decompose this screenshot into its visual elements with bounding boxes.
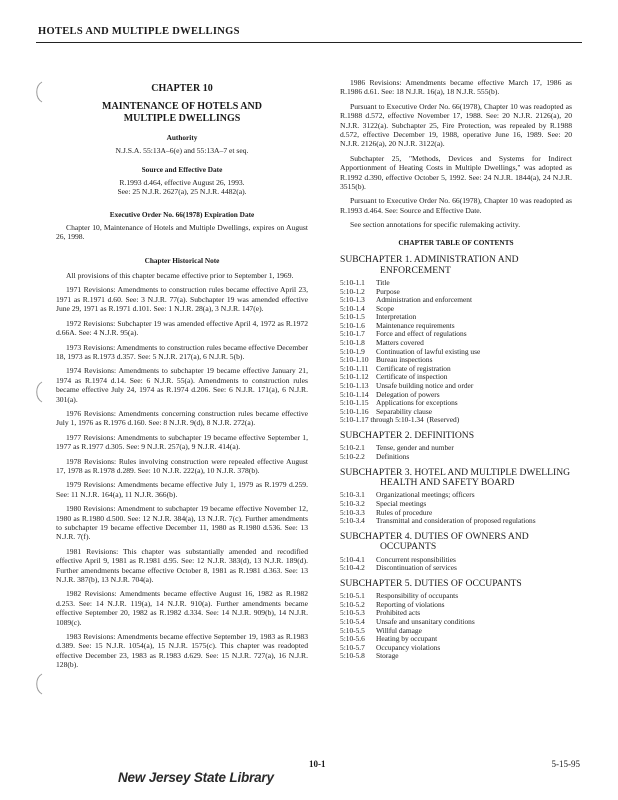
history-paragraph: 1974 Revisions: Amendments to subchapter 19 became effective January 21, 1974 as R.1974 d.14. See: 6 N.J.R. 55(a). Amendments to construction rules became effective July 24, 1974 as R.1974 d.206. See: 6 N.J.R. 171(a), 6 N.J.R. 301(a). [56,366,308,404]
section-number: 5:10-1.14 [340,389,369,399]
subchapter-heading [340,255,572,276]
section-number: 5:10-5.3 [340,608,365,618]
section-title: Special meetings [376,499,427,508]
section-number: 5:10-5.1 [340,591,365,601]
section-number: 5:10-3.3 [340,507,365,517]
section-title: Responsibility of occupants [376,591,459,601]
historical-note-heading: Chapter Historical Note [144,255,220,265]
toc-entry [340,279,572,288]
section-title: Transmittal and consideration of proposed regulations [376,516,536,526]
section-number: 5:10-1.15 [340,398,369,408]
section-title: Unsafe and unsanitary conditions [376,616,475,626]
section-number: 5:10-5.7 [340,642,365,652]
section-title: Interpretation [376,312,417,322]
section-title: Unsafe building notice and order [376,381,474,391]
history-paragraph: 1977 Revisions: Amendments to subchapter 19 became effective September 1, 1977 as R.1977 d.305. See: 9 N.J.R. 257(a), 9 N.J.R. 414(a). [56,432,308,452]
toc-entry [340,365,572,374]
history-paragraph: 1980 Revisions: Amendment to subchapter 19 became effective November 12, 1980 as R.1980 d.500. See: 12 N.J.R. 384(a), 13 N.J.R. 7(c). Further amendments to subchapter 19 became effective December 11, 1980 as R.1980 d.536. See: 13 N.J.R. 7(f). [56,504,308,542]
section-number: 5:10-1.2 [340,286,365,296]
section-number: 5:10-5.5 [340,625,365,635]
section-title: Discontinuation of services [376,563,457,573]
section-title: Definitions [376,452,410,461]
history-paragraph: 1973 Revisions: Amendments to construction rules became effective December 18, 1973 as R.1973 d.357. See: 5 N.J.R. 217(a), 6 N.J.R. 5(b). [56,342,308,361]
source-heading: Source and Effective Date [141,165,223,175]
section-number: 5:10-1.6 [340,320,365,330]
toc-entry [340,313,572,322]
toc-title: CHAPTER TABLE OF CONTENTS [398,237,514,247]
toc-entry [340,356,572,365]
section-number: 5:10-1.3 [340,295,365,305]
section-title: Certificate of inspection [376,372,448,382]
toc-entry [340,296,572,305]
section-number: 5:10-5.6 [340,634,365,644]
toc-entry [340,627,572,636]
section-title: Occupancy violations [376,642,441,652]
section-title: Title [376,277,390,287]
executive-order-heading: Executive Order No. 66(1978) Expiration Date [109,210,255,220]
source-line: R.1993 d.464, effective August 26, 1993. [119,177,245,187]
toc-entry [340,348,572,357]
section-title: Purpose [376,286,400,296]
section-number: 5:10-4.2 [340,563,365,573]
subchapter-heading-line: ENFORCEMENT [380,264,451,276]
library-stamp: New Jersey State Library [118,770,274,785]
section-title: Separability clause [376,406,433,416]
chapter-title: MAINTENANCE OF HOTELS AND MULTIPLE DWELLINGS [102,101,262,125]
toc-entry [340,453,572,462]
history-paragraph: 1971 Revisions: Amendments to construction rules became effective April 23, 1971 as R.1971 d.60. See: 3 N.J.R. 77(a). Subchapter 19 was amended effective June 29, 1971 as R.1971 d.101. See: 1 N.J.R. 28(a), 3 N.J.R. 147(e). [56,285,308,314]
subchapter-heading-line: SUBCHAPTER 2. DEFINITIONS [340,430,475,441]
section-title: Delegation of powers [376,389,440,399]
history-paragraph: 1983 Revisions: Amendments became effective September 19, 1983 as R.1983 d.389. See: 15 N.J.R. 1054(a), 15 N.J.R. 1575(c). This chapter was readopted effective December 23, 1983 as R.1983 d.629. See: 15 N.J.R. 727(a), 16 N.J.R. 128(b). [56,632,308,670]
history-paragraph: Subchapter 25, "Methods, Devices and Systems for Indirect Apportionment of Heating Costs in Multiple Dwellings," was adopted as R.1992 d.390, effective October 5, 1992. See: 24 N.J.R. 1844(a), 24 N.J.R. 3515(b). [340,153,572,192]
history-paragraph: See section annotations for specific rulemaking activity. [350,220,521,230]
section-number: 5:10-1.16 [340,406,369,416]
margin-mark-icon [32,80,48,104]
toc-entry [340,416,572,425]
margin-mark-icon [32,672,48,696]
section-title: Heating by occupant [376,634,438,644]
section-number: 5:10-1.4 [340,303,365,313]
section-title: Reporting of violations [376,599,445,609]
toc-entry [340,382,572,391]
toc-entry [340,564,572,573]
toc-entry [340,399,572,408]
history-paragraph: 1982 Revisions: Amendments became effective August 16, 1982 as R.1982 d.253. See: 14 N.J.R. 119(a), 14 N.J.R. 910(a). Further amendments became effective September 20, 1982 as R.1982 d.334. See: 14 N.J.R. 909(b), 14 N.J.R. 1089(c). [56,589,308,627]
section-number: 5:10-1.10 [340,355,369,365]
section-number: 5:10-1.8 [340,338,365,348]
revision-date: 5-15-95 [551,759,580,769]
toc-entry [340,635,572,644]
section-title: Applications for exceptions [376,398,458,408]
section-title: Administration and enforcement [376,295,473,305]
subchapter-heading [340,579,572,589]
subchapter-heading [340,468,572,489]
section-title: Scope [376,303,395,313]
authority-text: N.J.S.A. 55:13A–6(e) and 55:13A–7 et seq. [115,145,249,155]
subchapter-heading-line: OCCUPANTS [380,541,437,553]
section-number: 5:10-4.1 [340,554,365,564]
history-paragraph: 1981 Revisions: This chapter was substantially amended and recodified effective April 9, 1981 as R.1981 d.95. See: 12 N.J.R. 383(d), 13 N.J.R. 189(d). Further amendments became effective October 8, 1981 as R.1981 d.363. See: 13 N.J.R. 387(b), 13 N.J.R. 704(a). [56,546,308,585]
section-number: 5:10-1.7 [340,329,365,339]
section-title: Rules of procedure [376,507,433,517]
authority-heading: Authority [166,133,198,143]
history-paragraph: 1978 Revisions: Rules involving construction were repealed effective August 17, 1978 as R.1978 d.289. See: 10 N.J.R. 222(a), 10 N.J.R. 378(b). [56,456,308,475]
toc-entry [340,444,572,453]
section-title: Bureau inspections [376,355,433,365]
section-number: 5:10-3.4 [340,516,365,526]
section-number: 5:10-5.2 [340,599,365,609]
section-title: Tense, gender and number [376,443,454,453]
margin-mark-icon [32,380,48,404]
section-title: Certificate of registration [376,363,451,373]
section-number: 5:10-3.1 [340,490,365,500]
toc-entry [340,601,572,610]
section-number: 5:10-1.11 [340,363,369,373]
history-paragraph: 1986 Revisions: Amendments became effective March 17, 1986 as R.1986 d.61. See: 18 N.J.R. 16(a), 18 N.J.R. 555(b). [340,78,572,97]
section-number: 5:10-1.9 [340,346,365,356]
source-line: See: 25 N.J.R. 2627(a), 25 N.J.R. 4482(a). [117,187,247,197]
history-paragraph: Pursuant to Executive Order No. 66(1978), Chapter 10 was readopted as R.1993 d.464. See: Source and Effective Date. [340,196,572,215]
toc-entry [340,644,572,653]
section-title: Maintenance requirements [376,320,455,330]
subchapter-heading-line: SUBCHAPTER 5. DUTIES OF OCCUPANTS [340,577,522,589]
section-number: 5:10-1.5 [340,312,365,322]
toc-entry [340,500,572,509]
chapter-number: CHAPTER 10 [151,83,213,94]
toc-entry [340,305,572,314]
section-title: (Reserved) [426,415,460,425]
history-paragraph: 1979 Revisions: Amendments became effective July 1, 1979 as R.1979 d.259. See: 11 N.J.R. 164(a), 11 N.J.R. 366(b). [56,480,308,499]
right-column [340,78,572,661]
running-header: HOTELS AND MULTIPLE DWELLINGS [38,26,240,37]
subchapter-heading-line: SUBCHAPTER 3. HOTEL AND MULTIPLE DWELLING [340,466,571,478]
table-of-contents [340,255,572,661]
section-number: 5:10-5.8 [340,651,365,661]
header-rule [36,42,582,43]
section-title: Concurrent responsibilities [376,554,456,564]
history-paragraph: 1972 Revisions: Subchapter 19 was amended effective April 4, 1972 as R.1972 d.66A. See: 4 N.J.R. 95(a). [56,318,308,338]
history-paragraph: Pursuant to Executive Order No. 66(1978), Chapter 10 was readopted as R.1988 d.572, effective November 17, 1988. See: 20 N.J.R. 2126(a), 20 N.J.R. 3122(a). Subchapter 25, Fire Protection, was repealed by R.1988 d.572, effective December 19, 1988, operative June 16, 1989. See: 20 N.J.R. 2126(a), 20 N.J.R. 3122(a). [340,101,572,149]
section-title: Continuation of lawful existing use [376,346,481,356]
toc-entry [340,618,572,627]
executive-order-text: Chapter 10, Maintenance of Hotels and Multiple Dwellings, expires on August 26, 1998. [56,222,308,242]
section-number: 5:10-5.4 [340,616,365,626]
subchapter-heading-line: SUBCHAPTER 1. ADMINISTRATION AND [340,254,519,266]
section-title: Prohibited acts [376,608,421,618]
toc-entry [340,517,572,526]
toc-entry [340,652,572,661]
section-number: 5:10-2.1 [340,443,365,453]
subchapter-heading [340,431,572,441]
subchapter-heading-line: HEALTH AND SAFETY BOARD [380,477,515,488]
subchapter-heading [340,532,572,553]
left-column [56,84,308,675]
section-number: 5:10-1.13 [340,381,369,391]
toc-entry [340,491,572,500]
toc-entry [340,592,572,601]
section-title: Matters covered [376,338,424,348]
section-number: 5:10-3.2 [340,499,365,508]
history-paragraph: 1976 Revisions: Amendments concerning construction rules became effective July 1, 1976 as R.1976 d.160. See: 8 N.J.R. 9(d), 8 N.J.R. 272(a). [56,408,308,428]
toc-entry [340,330,572,339]
subchapter-heading-line: SUBCHAPTER 4. DUTIES OF OWNERS AND [340,530,529,542]
section-title: Organizational meetings; officers [376,490,475,500]
section-number: 5:10-1.1 [340,277,365,287]
section-title: Willful damage [376,625,422,635]
section-title: Storage [376,651,399,661]
section-number: 5:10-2.2 [340,452,365,461]
section-number: 5:10-1.17 through 5:10-1.34 [340,415,424,425]
page-number: 10-1 [309,759,326,769]
section-title: Force and effect of regulations [376,329,467,339]
history-paragraph: All provisions of this chapter became effective prior to September 1, 1969. [66,271,294,281]
section-number: 5:10-1.12 [340,372,369,382]
